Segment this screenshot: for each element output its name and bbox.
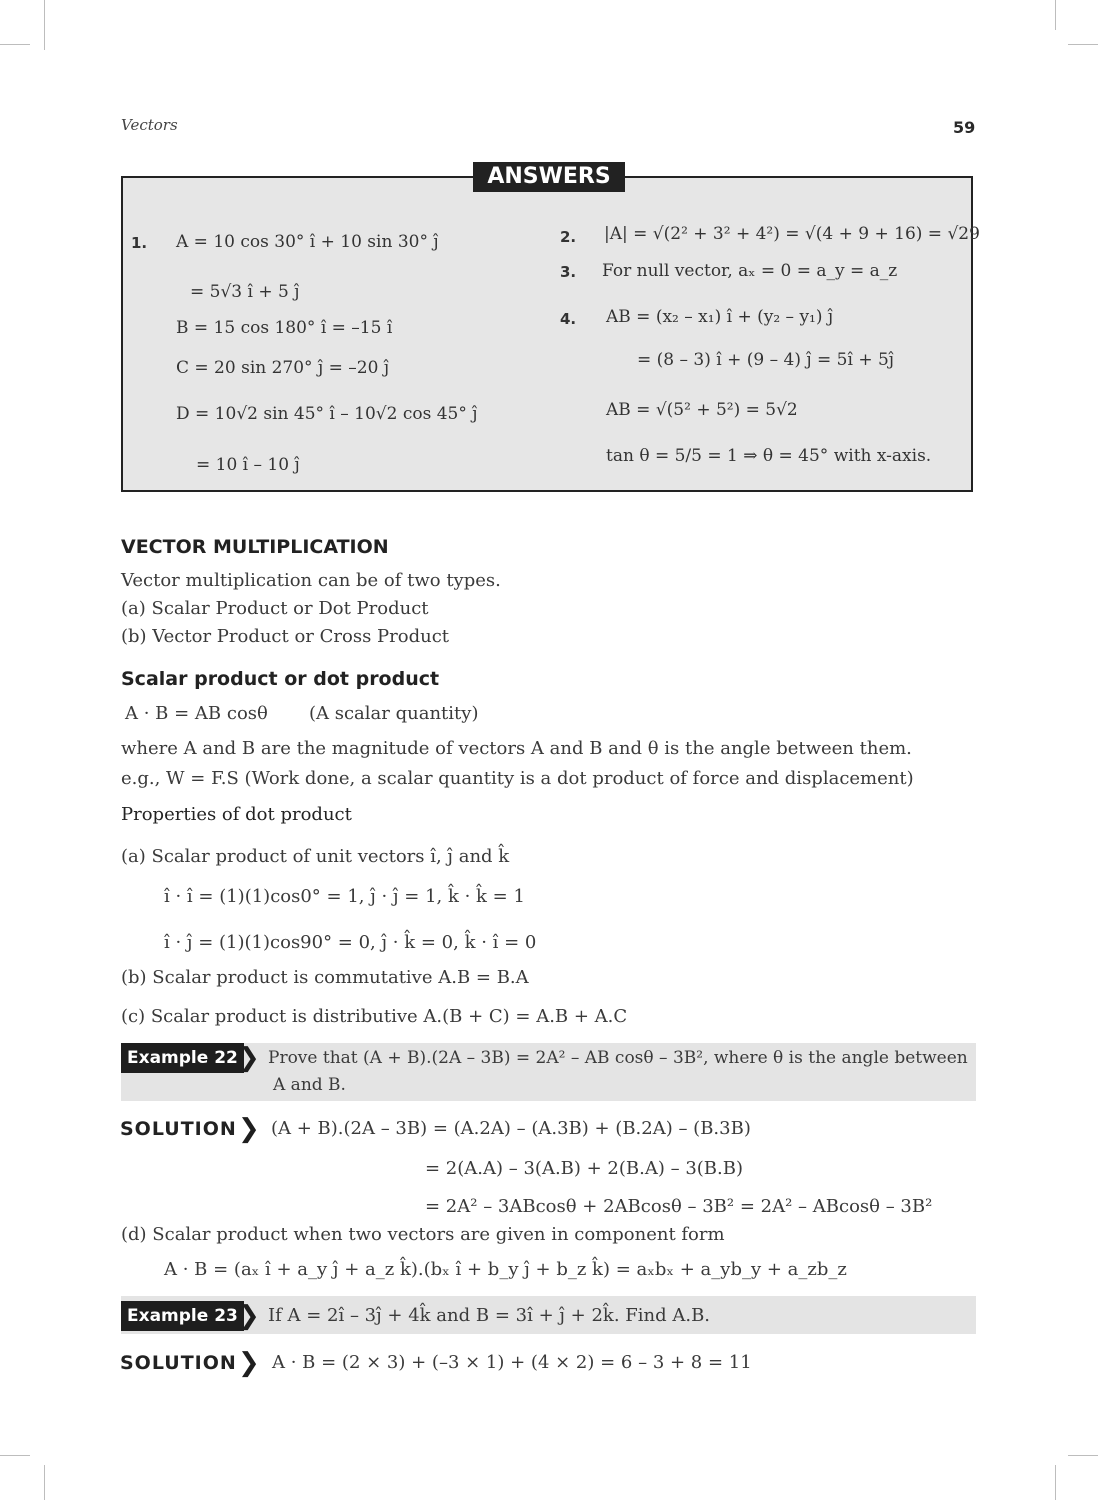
property-b: (b) Scalar product is commutative A.B = B.A: [121, 967, 529, 988]
answer-line: D = 10√2 sin 45° î – 10√2 cos 45° ĵ: [176, 404, 478, 424]
property-d-formula: A · B = (aₓ î + a_y ĵ + a_z k̂).(bₓ î + b_y ĵ + b_z k̂) = aₓbₓ + a_yb_y + a_zb_z: [164, 1259, 847, 1280]
crop-mark: [44, 0, 45, 50]
example-text: If A = 2î – 3ĵ + 4k̂ and B = 3î + ĵ + 2k̂. Find A.B.: [268, 1305, 711, 1326]
example-text: A and B.: [273, 1075, 346, 1095]
answer-line: AB = √(5² + 5²) = 5√2: [606, 400, 798, 420]
chevron-right-icon: ❯: [238, 1043, 260, 1073]
answer-line: C = 20 sin 270° ĵ = –20 ĵ: [176, 358, 390, 378]
page-number: 59: [953, 118, 976, 137]
crop-mark: [44, 1465, 45, 1500]
answer-line: = (8 – 3) î + (9 – 4) ĵ = 5î + 5ĵ: [637, 350, 895, 370]
crop-mark: [0, 44, 30, 45]
answers-title: ANSWERS: [473, 162, 625, 192]
example-label: Example 23: [121, 1301, 244, 1331]
answer-line: |A| = √(2² + 3² + 4²) = √(4 + 9 + 16) = √29: [604, 224, 980, 244]
property-d: (d) Scalar product when two vectors are given in component form: [121, 1224, 725, 1245]
crop-mark: [0, 1455, 30, 1456]
chevron-right-icon: ❯: [238, 1348, 260, 1378]
section-title: VECTOR MULTIPLICATION: [121, 536, 389, 558]
solution-line: A · B = (2 × 3) + (–3 × 1) + (4 × 2) = 6 – 3 + 8 = 11: [272, 1352, 752, 1373]
answer-line: = 5√3 î + 5 ĵ: [190, 282, 300, 302]
crop-mark: [1068, 44, 1098, 45]
section-intro: Vector multiplication can be of two types.: [121, 570, 501, 591]
solution-line: = 2(A.A) – 3(A.B) + 2(B.A) – 3(B.B): [425, 1158, 743, 1179]
running-header: Vectors: [121, 116, 178, 134]
answer-line: tan θ = 5/5 = 1 ⇒ θ = 45° with x-axis.: [606, 446, 932, 466]
answer-line: B = 15 cos 180° î = –15 î: [176, 318, 393, 338]
example-text: e.g., W = F.S (Work done, a scalar quantity is a dot product of force and displacement): [121, 768, 914, 789]
type-item: (b) Vector Product or Cross Product: [121, 626, 450, 647]
answer-line: AB = (x₂ – x₁) î + (y₂ – y₁) ĵ: [606, 307, 834, 327]
example-text: Prove that (A + B).(2A – 3B) = 2A² – AB cosθ – 3B², where θ is the angle between: [268, 1048, 968, 1068]
type-item: (a) Scalar Product or Dot Product: [121, 598, 429, 619]
chevron-right-icon: ❯: [238, 1114, 260, 1144]
answer-number: 2.: [560, 228, 577, 246]
example-label: Example 22: [121, 1043, 244, 1073]
property-a: (a) Scalar product of unit vectors î, ĵ and k̂: [121, 846, 510, 867]
dot-formula-note: (A scalar quantity): [309, 703, 479, 724]
answer-number: 1.: [131, 234, 148, 252]
where-text: where A and B are the magnitude of vectors A and B and θ is the angle between them.: [121, 738, 912, 759]
answer-number: 3.: [560, 263, 577, 281]
answer-line: For null vector, aₓ = 0 = a_y = a_z: [602, 261, 898, 281]
dot-formula: A · B = AB cosθ: [125, 703, 268, 724]
property-a-line: î · ĵ = (1)(1)cos90° = 0, ĵ · k̂ = 0, k̂ · î = 0: [164, 932, 537, 953]
crop-mark: [1055, 0, 1056, 30]
subsection-title: Scalar product or dot product: [121, 668, 440, 690]
solution-label: SOLUTION: [120, 1118, 237, 1140]
solution-line: = 2A² – 3ABcosθ + 2ABcosθ – 3B² = 2A² – ABcosθ – 3B²: [425, 1196, 933, 1217]
answer-line: = 10 î – 10 ĵ: [196, 455, 300, 475]
answer-line: A = 10 cos 30° î + 10 sin 30° ĵ: [176, 232, 439, 252]
chevron-right-icon: ❯: [238, 1301, 260, 1331]
crop-mark: [1068, 1455, 1098, 1456]
property-c: (c) Scalar product is distributive A.(B + C) = A.B + A.C: [121, 1006, 628, 1027]
answer-number: 4.: [560, 310, 577, 328]
solution-line: (A + B).(2A – 3B) = (A.2A) – (A.3B) + (B.2A) – (B.3B): [271, 1118, 751, 1139]
solution-label: SOLUTION: [120, 1352, 237, 1374]
property-a-line: î · î = (1)(1)cos0° = 1, ĵ · ĵ = 1, k̂ · k̂ = 1: [164, 886, 525, 907]
properties-title: Properties of dot product: [121, 804, 352, 825]
crop-mark: [1055, 1465, 1056, 1500]
